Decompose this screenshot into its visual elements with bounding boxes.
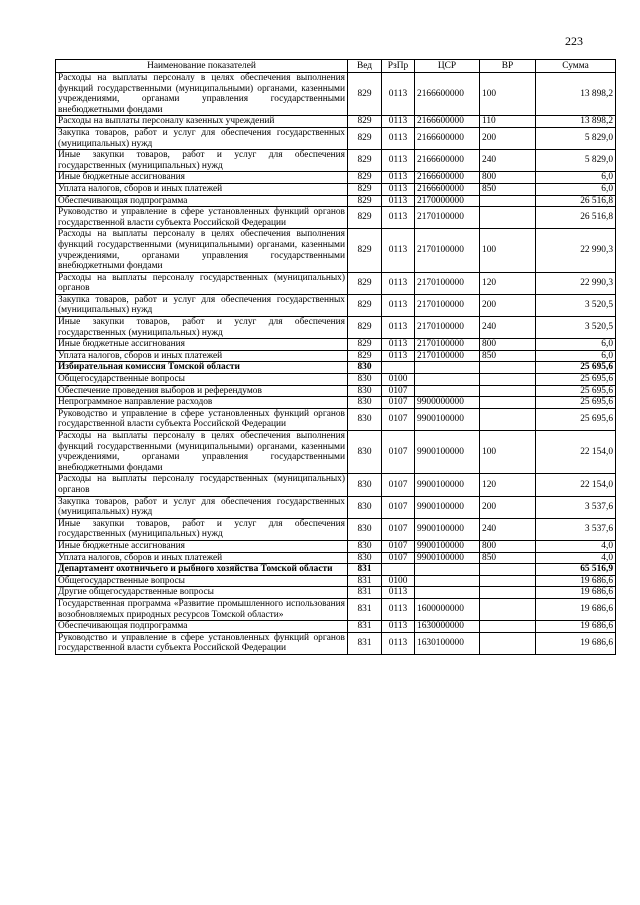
row-sum: 25 695,6 [536, 362, 616, 374]
row-ved: 830 [348, 408, 382, 430]
row-rzpr: 0113 [382, 229, 415, 272]
row-ved: 831 [348, 587, 382, 599]
row-name: Иные бюджетные ассигнования [56, 540, 348, 552]
row-rzpr: 0113 [382, 621, 415, 633]
row-vr [480, 207, 536, 229]
row-csr [415, 362, 480, 374]
table-row [56, 385, 616, 397]
row-vr: 800 [480, 172, 536, 184]
row-ved: 829 [348, 116, 382, 128]
table-row [56, 350, 616, 362]
row-sum: 3 520,5 [536, 317, 616, 339]
row-name: Департамент охотничьего и рыбного хозяйства Томской области [56, 564, 348, 576]
row-csr [415, 385, 480, 397]
row-vr [480, 408, 536, 430]
row-ved: 831 [348, 632, 382, 654]
row-ved: 829 [348, 183, 382, 195]
row-name: Закупка товаров, работ и услуг для обеспечения государственных (муниципальных) нужд [56, 294, 348, 316]
row-csr: 2170100000 [415, 350, 480, 362]
row-vr [480, 195, 536, 207]
row-vr: 240 [480, 150, 536, 172]
row-vr: 850 [480, 552, 536, 564]
row-rzpr: 0107 [382, 496, 415, 518]
row-csr: 9900100000 [415, 431, 480, 474]
row-sum: 22 990,3 [536, 229, 616, 272]
row-rzpr: 0113 [382, 339, 415, 351]
row-csr: 9900000000 [415, 397, 480, 409]
row-name: Иные бюджетные ассигнования [56, 339, 348, 351]
row-ved: 830 [348, 518, 382, 540]
table-row [56, 195, 616, 207]
row-csr [415, 374, 480, 386]
row-name: Общегосударственные вопросы [56, 374, 348, 386]
row-rzpr: 0107 [382, 540, 415, 552]
row-sum: 19 686,6 [536, 587, 616, 599]
row-csr: 1630000000 [415, 621, 480, 633]
table-row [56, 540, 616, 552]
row-sum: 19 686,6 [536, 621, 616, 633]
row-ved: 830 [348, 374, 382, 386]
table-row [56, 474, 616, 496]
row-csr [415, 575, 480, 587]
row-csr: 2166600000 [415, 172, 480, 184]
table-row [56, 229, 616, 272]
row-sum: 65 516,9 [536, 564, 616, 576]
row-name: Расходы на выплаты персоналу в целях обеспечения выполнения функций государственными (муниципальными) органами, казенными учреждениями, органами управления государственными внебюджетными фондами [56, 229, 348, 272]
row-csr: 9900100000 [415, 518, 480, 540]
row-rzpr: 0113 [382, 294, 415, 316]
row-sum: 25 695,6 [536, 408, 616, 430]
budget-table [55, 59, 616, 655]
row-sum: 19 686,6 [536, 632, 616, 654]
row-ved: 830 [348, 474, 382, 496]
header-ved: Вед [348, 60, 382, 73]
row-sum: 3 537,6 [536, 496, 616, 518]
row-name: Закупка товаров, работ и услуг для обеспечения государственных (муниципальных) нужд [56, 127, 348, 149]
row-sum: 3 520,5 [536, 294, 616, 316]
row-csr: 2166600000 [415, 127, 480, 149]
row-rzpr: 0113 [382, 172, 415, 184]
row-vr [480, 598, 536, 620]
row-sum: 26 516,8 [536, 195, 616, 207]
row-vr: 120 [480, 474, 536, 496]
table-row [56, 598, 616, 620]
row-sum: 6,0 [536, 350, 616, 362]
header-rzpr: РзПр [382, 60, 415, 73]
row-rzpr: 0113 [382, 195, 415, 207]
row-name: Расходы на выплаты персоналу государственных (муниципальных) органов [56, 474, 348, 496]
table-row [56, 564, 616, 576]
row-vr [480, 564, 536, 576]
row-ved: 829 [348, 207, 382, 229]
row-name: Расходы на выплаты персоналу в целях обеспечения выполнения функций государственными (муниципальными) органами, казенными учреждениями, органами управления государственными внебюджетными фондами [56, 431, 348, 474]
row-csr: 9900100000 [415, 408, 480, 430]
row-ved: 829 [348, 195, 382, 207]
row-vr: 850 [480, 350, 536, 362]
header-sum: Сумма [536, 60, 616, 73]
row-ved: 830 [348, 496, 382, 518]
row-csr: 2166600000 [415, 73, 480, 116]
row-sum: 3 537,6 [536, 518, 616, 540]
row-sum: 19 686,6 [536, 598, 616, 620]
row-sum: 19 686,6 [536, 575, 616, 587]
table-body [56, 73, 616, 655]
row-rzpr: 0113 [382, 116, 415, 128]
table-row [56, 207, 616, 229]
table-row [56, 183, 616, 195]
row-sum: 26 516,8 [536, 207, 616, 229]
row-vr [480, 632, 536, 654]
row-ved: 829 [348, 272, 382, 294]
table-row [56, 518, 616, 540]
row-vr: 200 [480, 127, 536, 149]
row-csr: 2170100000 [415, 207, 480, 229]
table-row [56, 127, 616, 149]
row-csr: 2170100000 [415, 294, 480, 316]
row-ved: 831 [348, 598, 382, 620]
row-name: Другие общегосударственные вопросы [56, 587, 348, 599]
row-ved: 830 [348, 397, 382, 409]
row-ved: 829 [348, 339, 382, 351]
row-name: Общегосударственные вопросы [56, 575, 348, 587]
row-name: Иные закупки товаров, работ и услуг для обеспечения государственных (муниципальных) нужд [56, 317, 348, 339]
row-csr: 2170100000 [415, 229, 480, 272]
row-rzpr: 0113 [382, 317, 415, 339]
row-name: Уплата налогов, сборов и иных платежей [56, 552, 348, 564]
row-name: Уплата налогов, сборов и иных платежей [56, 350, 348, 362]
table-row [56, 575, 616, 587]
row-sum: 22 990,3 [536, 272, 616, 294]
row-sum: 25 695,6 [536, 385, 616, 397]
row-ved: 829 [348, 172, 382, 184]
row-rzpr: 0113 [382, 587, 415, 599]
row-rzpr: 0113 [382, 272, 415, 294]
row-ved: 829 [348, 350, 382, 362]
row-rzpr: 0113 [382, 73, 415, 116]
table-row [56, 272, 616, 294]
row-sum: 13 898,2 [536, 116, 616, 128]
table-row [56, 294, 616, 316]
table-row [56, 339, 616, 351]
row-sum: 4,0 [536, 552, 616, 564]
row-ved: 831 [348, 575, 382, 587]
row-sum: 5 829,0 [536, 127, 616, 149]
row-csr: 2166600000 [415, 116, 480, 128]
row-ved: 830 [348, 385, 382, 397]
page-number: 223 [565, 34, 583, 48]
row-name: Расходы на выплаты персоналу государственных (муниципальных) органов [56, 272, 348, 294]
row-rzpr: 0113 [382, 350, 415, 362]
row-csr: 2166600000 [415, 150, 480, 172]
row-name: Непрограммное направление расходов [56, 397, 348, 409]
row-csr: 9900100000 [415, 540, 480, 552]
row-csr: 9900100000 [415, 474, 480, 496]
row-sum: 25 695,6 [536, 397, 616, 409]
row-sum: 4,0 [536, 540, 616, 552]
table-row [56, 374, 616, 386]
row-vr [480, 587, 536, 599]
row-rzpr: 0113 [382, 150, 415, 172]
row-csr: 2166600000 [415, 183, 480, 195]
row-rzpr: 0100 [382, 374, 415, 386]
row-vr [480, 374, 536, 386]
row-name: Государственная программа «Развитие промышленного использования возобновляемых природных ресурсов Томской области» [56, 598, 348, 620]
row-vr: 800 [480, 339, 536, 351]
row-rzpr: 0107 [382, 431, 415, 474]
table-row [56, 496, 616, 518]
row-sum: 6,0 [536, 339, 616, 351]
table-row [56, 150, 616, 172]
row-rzpr: 0113 [382, 183, 415, 195]
table-row [56, 73, 616, 116]
header-csr: ЦСР [415, 60, 480, 73]
row-name: Руководство и управление в сфере установленных функций органов государственной власти субъекта Российской Федерации [56, 207, 348, 229]
row-csr: 2170100000 [415, 317, 480, 339]
row-csr: 2170100000 [415, 339, 480, 351]
table-row [56, 621, 616, 633]
row-vr: 800 [480, 540, 536, 552]
row-sum: 6,0 [536, 183, 616, 195]
row-ved: 829 [348, 150, 382, 172]
row-sum: 6,0 [536, 172, 616, 184]
table-row [56, 587, 616, 599]
row-rzpr: 0113 [382, 632, 415, 654]
row-sum: 13 898,2 [536, 73, 616, 116]
row-vr: 240 [480, 317, 536, 339]
row-ved: 830 [348, 540, 382, 552]
header-vr: ВР [480, 60, 536, 73]
row-ved: 829 [348, 127, 382, 149]
row-vr: 110 [480, 116, 536, 128]
row-ved: 829 [348, 73, 382, 116]
row-name: Закупка товаров, работ и услуг для обеспечения государственных (муниципальных) нужд [56, 496, 348, 518]
row-vr: 100 [480, 73, 536, 116]
row-name: Иные закупки товаров, работ и услуг для обеспечения государственных (муниципальных) нужд [56, 518, 348, 540]
row-vr: 120 [480, 272, 536, 294]
row-name: Избирательная комиссия Томской области [56, 362, 348, 374]
row-vr: 200 [480, 294, 536, 316]
row-vr: 850 [480, 183, 536, 195]
row-ved: 830 [348, 552, 382, 564]
table-row [56, 397, 616, 409]
row-rzpr: 0107 [382, 474, 415, 496]
row-ved: 829 [348, 317, 382, 339]
row-csr: 2170000000 [415, 195, 480, 207]
row-rzpr: 0107 [382, 397, 415, 409]
row-name: Иные бюджетные ассигнования [56, 172, 348, 184]
row-name: Расходы на выплаты персоналу казенных учреждений [56, 116, 348, 128]
row-csr [415, 587, 480, 599]
table-row [56, 362, 616, 374]
row-rzpr: 0107 [382, 385, 415, 397]
row-rzpr: 0113 [382, 207, 415, 229]
row-ved: 830 [348, 362, 382, 374]
table-header-row [56, 60, 616, 73]
row-name: Руководство и управление в сфере установленных функций органов государственной власти субъекта Российской Федерации [56, 408, 348, 430]
row-csr: 9900100000 [415, 552, 480, 564]
row-rzpr: 0107 [382, 552, 415, 564]
row-name: Обеспечение проведения выборов и референдумов [56, 385, 348, 397]
row-vr [480, 385, 536, 397]
row-ved: 829 [348, 229, 382, 272]
row-rzpr [382, 564, 415, 576]
row-csr: 9900100000 [415, 496, 480, 518]
row-vr: 100 [480, 431, 536, 474]
row-vr [480, 621, 536, 633]
row-name: Расходы на выплаты персоналу в целях обеспечения выполнения функций государственными (муниципальными) органами, казенными учреждениями, органами управления государственными внебюджетными фондами [56, 73, 348, 116]
row-sum: 25 695,6 [536, 374, 616, 386]
row-vr [480, 397, 536, 409]
row-vr: 200 [480, 496, 536, 518]
row-name: Иные закупки товаров, работ и услуг для обеспечения государственных (муниципальных) нужд [56, 150, 348, 172]
row-vr [480, 362, 536, 374]
table-row [56, 172, 616, 184]
table-row [56, 431, 616, 474]
row-vr: 100 [480, 229, 536, 272]
table-row [56, 317, 616, 339]
row-sum: 5 829,0 [536, 150, 616, 172]
row-csr: 2170100000 [415, 272, 480, 294]
table-row [56, 408, 616, 430]
row-name: Обеспечивающая подпрограмма [56, 621, 348, 633]
row-ved: 829 [348, 294, 382, 316]
row-rzpr: 0113 [382, 598, 415, 620]
header-name: Наименование показателей [56, 60, 348, 73]
row-rzpr [382, 362, 415, 374]
table-row [56, 632, 616, 654]
table-row [56, 552, 616, 564]
row-ved: 831 [348, 564, 382, 576]
row-rzpr: 0113 [382, 127, 415, 149]
row-csr: 1600000000 [415, 598, 480, 620]
row-vr [480, 575, 536, 587]
row-csr [415, 564, 480, 576]
row-sum: 22 154,0 [536, 474, 616, 496]
row-name: Обеспечивающая подпрограмма [56, 195, 348, 207]
row-ved: 831 [348, 621, 382, 633]
row-name: Руководство и управление в сфере установленных функций органов государственной власти субъекта Российской Федерации [56, 632, 348, 654]
row-csr: 1630100000 [415, 632, 480, 654]
row-name: Уплата налогов, сборов и иных платежей [56, 183, 348, 195]
row-rzpr: 0107 [382, 518, 415, 540]
row-ved: 830 [348, 431, 382, 474]
row-vr: 240 [480, 518, 536, 540]
row-sum: 22 154,0 [536, 431, 616, 474]
table-row [56, 116, 616, 128]
row-rzpr: 0107 [382, 408, 415, 430]
row-rzpr: 0100 [382, 575, 415, 587]
